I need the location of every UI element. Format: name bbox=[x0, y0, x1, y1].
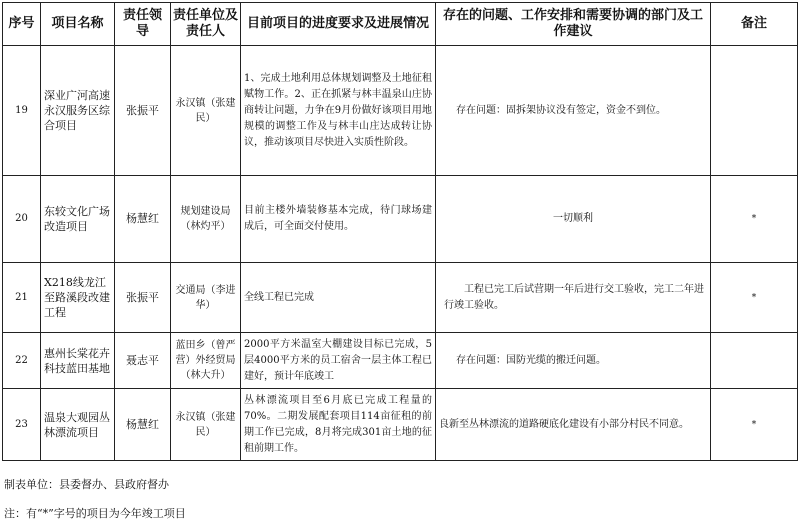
row-progress: 2000平方米温室大棚建设目标已完成，5层4000平方米的员工宿舍一层主体工程已建好，预计年底竣工 bbox=[241, 333, 436, 389]
progress-table bbox=[2, 2, 798, 461]
row-project-name: X218线龙江至路溪段改建工程 bbox=[41, 263, 115, 333]
row-project-name: 惠州长棠花卉科技蓝田基地 bbox=[41, 333, 115, 389]
row-seq: 20 bbox=[3, 176, 41, 263]
table-row bbox=[3, 176, 798, 263]
header-issues: 存在的问题、工作安排和需要协调的部门及工作建议 bbox=[436, 3, 711, 46]
header-leader: 责任领导 bbox=[115, 3, 171, 46]
row-project-name: 东较文化广场改造项目 bbox=[41, 176, 115, 263]
row-remark: * bbox=[711, 389, 798, 461]
row-leader: 张振平 bbox=[115, 46, 171, 176]
row-leader: 杨慧红 bbox=[115, 389, 171, 461]
row-progress: 丛林漂流项目至6月底已完成工程量的70%。二期发展配套项目114亩征租的前期工作已完成，8月将完成301亩土地的征租前期工作。 bbox=[241, 389, 436, 461]
footer-made-by: 制表单位：县委督办、县政府督办 bbox=[4, 478, 169, 491]
header-progress: 目前项目的进度要求及进展情况 bbox=[241, 3, 436, 46]
footer-note: 注：有“*”字号的项目为今年竣工项目 bbox=[4, 507, 186, 520]
header-remarks: 备注 bbox=[711, 3, 798, 46]
table-row bbox=[3, 46, 798, 176]
header-unit: 责任单位及责任人 bbox=[171, 3, 241, 46]
row-remark bbox=[711, 333, 798, 389]
table-row bbox=[3, 263, 798, 333]
row-progress: 目前主楼外墙装修基本完成，待门球场建成后，可全面交付使用。 bbox=[241, 176, 436, 263]
row-seq: 21 bbox=[3, 263, 41, 333]
row-seq: 19 bbox=[3, 46, 41, 176]
row-unit: 永汉镇（张建民） bbox=[171, 389, 241, 461]
row-issues: 工程已完工后试营期一年后进行交工验收，完工二年进行竣工验收。 bbox=[436, 263, 711, 333]
row-issues: 良新至丛林漂流的道路硬底化建设有小部分村民不同意。 bbox=[436, 389, 711, 461]
row-remark: * bbox=[711, 176, 798, 263]
row-unit: 永汉镇（张建民） bbox=[171, 46, 241, 176]
row-unit: 交通局（李进华） bbox=[171, 263, 241, 333]
row-leader: 张振平 bbox=[115, 263, 171, 333]
table-row bbox=[3, 333, 798, 389]
row-issues: 一切顺利 bbox=[436, 176, 711, 263]
row-remark bbox=[711, 46, 798, 176]
row-seq: 22 bbox=[3, 333, 41, 389]
row-issues: 存在问题：国防光缆的搬迁问题。 bbox=[436, 333, 711, 389]
row-project-name: 深业广河高速永汉服务区综合项目 bbox=[41, 46, 115, 176]
table-row bbox=[3, 389, 798, 461]
row-unit: 蓝田乡（曾严营）外经贸局（林大升） bbox=[171, 333, 241, 389]
row-seq: 23 bbox=[3, 389, 41, 461]
row-remark: * bbox=[711, 263, 798, 333]
row-progress: 全线工程已完成 bbox=[241, 263, 436, 333]
row-leader: 聂志平 bbox=[115, 333, 171, 389]
header-row bbox=[3, 3, 798, 46]
row-project-name: 温泉大观园丛林漂流项目 bbox=[41, 389, 115, 461]
header-seq: 序号 bbox=[3, 3, 41, 46]
header-project-name: 项目名称 bbox=[41, 3, 115, 46]
row-issues: 存在问题：固拆架协议没有签定，资金不到位。 bbox=[436, 46, 711, 176]
row-leader: 杨慧红 bbox=[115, 176, 171, 263]
row-progress: 1、完成土地利用总体规划调整及土地征租赋物工作。2、正在抓紧与林丰温泉山庄协商转让问题，力争在9月份做好该项目用地规模的调整工作及与林丰山庄达成转让协议，推动该项目尽快进入实质性阶段。 bbox=[241, 46, 436, 176]
row-unit: 规划建设局（林灼平） bbox=[171, 176, 241, 263]
